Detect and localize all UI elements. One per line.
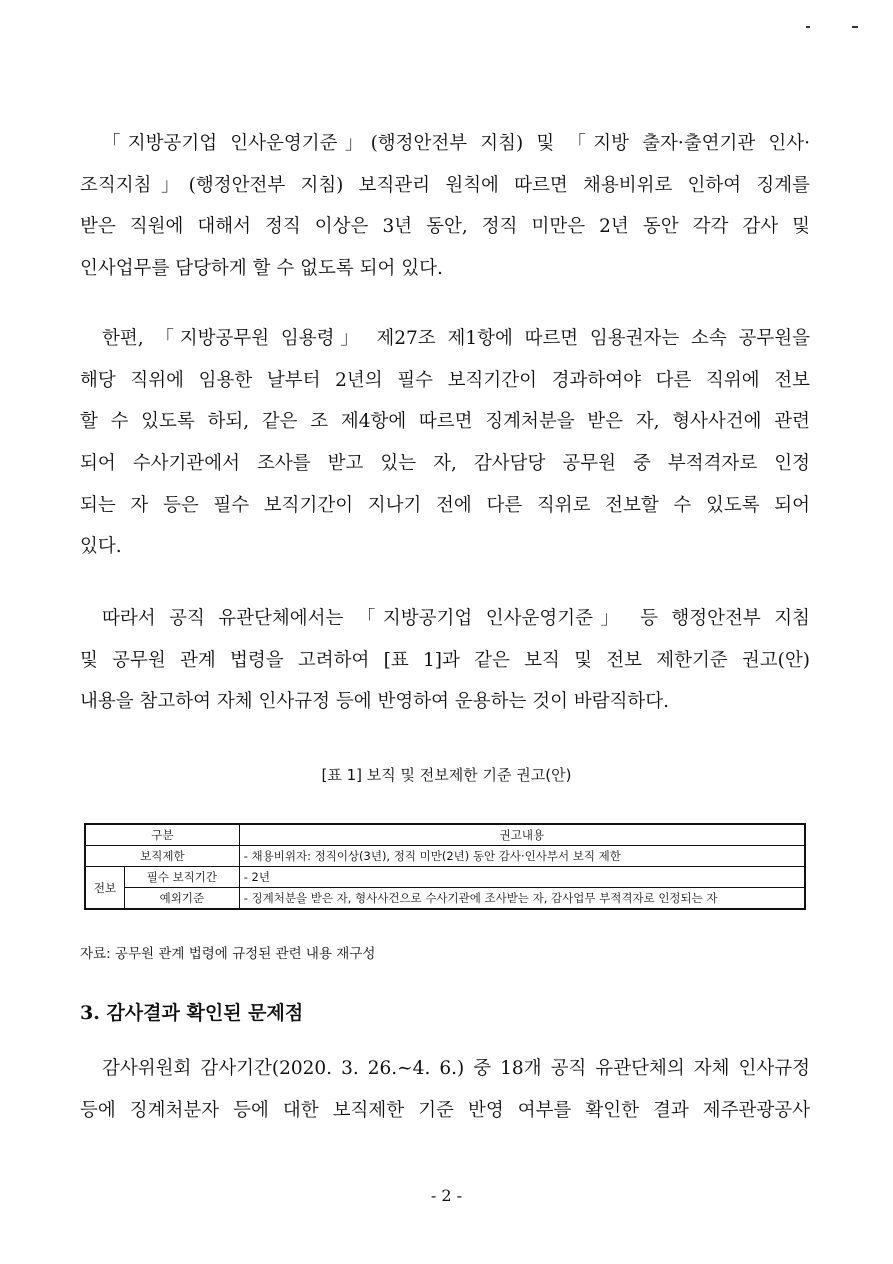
paragraph-line: 있다.: [80, 536, 122, 558]
scan-mark: [806, 26, 810, 28]
paragraph-line: 해당 직위에 임용한 날부터 2년의 필수 보직기간이 경과하여야 다른 직위에 전보: [80, 369, 810, 391]
transfer-group-label: 전보: [85, 867, 125, 910]
paragraph-line: 되어 수사기관에서 조사를 받고 있는 자, 감사담당 공무원 중 부적격자로 인정: [80, 452, 810, 474]
table-source-note: 자료: 공무원 관계 법령에 규정된 관련 내용 재구성: [80, 946, 376, 962]
header-content: 권고내용: [239, 824, 805, 846]
section-heading: 3. 감사결과 확인된 문제점: [80, 1002, 304, 1024]
paragraph-4: [80, 1048, 810, 1131]
paragraph-1: [80, 123, 810, 290]
table-row: [85, 888, 805, 910]
paragraph-line: 따라서 공직 유관단체에서는 「지방공기업 인사운영기준」 등 행정안전부 지침: [102, 608, 810, 629]
page-number: - 2 -: [430, 1186, 463, 1205]
paragraph-line: 한편, 「지방공무원 임용령」 제27조 제1항에 따르면 임용권자는 소속 공무원을: [102, 328, 810, 349]
paragraph-line: 받은 직원에 대해서 정직 이상은 3년 동안, 정직 미만은 2년 동안 각각 감사 및: [80, 216, 810, 238]
row-content: - 징계처분을 받은 자, 형사사건으로 수사기관에 조사받는 자, 감사업무 부적격자로 인정되는 자: [239, 888, 805, 910]
paragraph-line: 되는 자 등은 필수 보직기간이 지나기 전에 다른 직위로 전보할 수 있도록 되어: [80, 494, 810, 516]
table-caption: [표 1] 보직 및 전보제한 기준 권고(안): [321, 766, 572, 784]
paragraph-line: 및 공무원 관계 법령을 고려하여 [표 1]과 같은 보직 및 전보 제한기준 권고(안): [80, 649, 810, 671]
table-row: [85, 867, 805, 888]
scan-mark: [852, 26, 858, 28]
restriction-table: [84, 823, 806, 910]
table-row: [85, 846, 805, 867]
row-label: 예외기준: [125, 888, 240, 910]
paragraph-line: 할 수 있도록 하되, 같은 조 제4항에 따르면 징계처분을 받은 자, 형사사건에 관련: [80, 411, 810, 433]
paragraph-line: 등에 징계처분자 등에 대한 보직제한 기준 반영 여부를 확인한 결과 제주관광공사: [80, 1099, 810, 1121]
row-label: 보직제한: [85, 846, 239, 867]
header-category: 구분: [85, 824, 239, 846]
row-content: - 2년: [239, 867, 805, 888]
paragraph-line: 내용을 참고하여 자체 인사규정 등에 반영하여 운용하는 것이 바람직하다.: [80, 691, 670, 713]
paragraph-line: 「지방공기업 인사운영기준」(행정안전부 지침) 및 「지방 출자·출연기관 인사·: [102, 133, 810, 154]
row-content: - 채용비위자: 정직이상(3년), 정직 미만(2년) 동안 감사·인사부서 보직 제한: [239, 846, 805, 867]
row-label: 필수 보직기간: [125, 867, 240, 888]
table-header-row: [85, 824, 805, 846]
paragraph-line: 감사위원회 감사기간(2020. 3. 26.∼4. 6.) 중 18개 공직 유관단체의 자체 인사규정: [102, 1058, 810, 1079]
paragraph-3: [80, 598, 810, 723]
paragraph-line: 인사업무를 담당하게 할 수 없도록 되어 있다.: [80, 257, 443, 279]
paragraph-2: [80, 318, 810, 568]
paragraph-line: 조직지침」(행정안전부 지침) 보직관리 원칙에 따르면 채용비위로 인하여 징계를: [80, 174, 810, 196]
